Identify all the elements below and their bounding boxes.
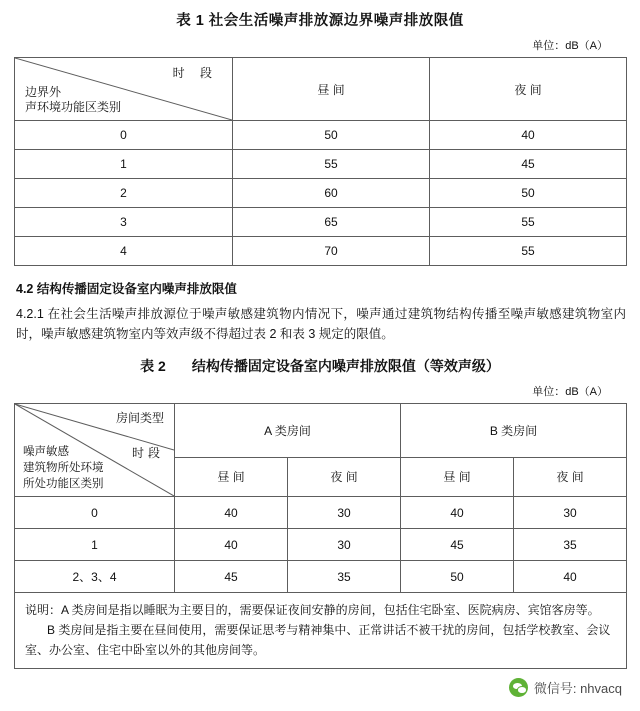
table2-row2-b-day: 50 [401, 561, 514, 593]
table2-unit: 单位：dB（A） [532, 386, 608, 398]
table-row [15, 237, 627, 266]
table2-note-cell [15, 593, 627, 669]
table1-header-row [15, 58, 627, 121]
table2-row1-a-day: 40 [175, 529, 288, 561]
table-row [15, 150, 627, 179]
table2-row1-b-night: 35 [514, 529, 627, 561]
section-heading: 4.2 结构传播固定设备室内噪声排放限值 [16, 282, 237, 296]
table2-subheader-b-day: 昼 间 [401, 457, 514, 496]
table1-corner-top-label: 时 段 [172, 66, 218, 80]
table2-title [14, 356, 626, 376]
table1-corner-cell [15, 58, 233, 121]
table2-corner-mid-label: 时段 [131, 446, 164, 460]
table2-group-header-row [15, 404, 627, 458]
table2-row0-a-night: 30 [288, 497, 401, 529]
table2-row1-b-day: 45 [401, 529, 514, 561]
table2-row1-a-night: 30 [288, 529, 401, 561]
table1-title: 表 1 社会生活噪声排放源边界噪声排放限值 [176, 13, 464, 29]
table2-corner-top-label: 房间类型 [115, 411, 164, 425]
table-1 [14, 57, 627, 266]
wechat-label: 微信号: nhvacq [533, 681, 622, 696]
table2-row0-a-day: 40 [175, 497, 288, 529]
table2-note-line2: B 类房间是指主要在昼间使用，需要保证思考与精神集中、正常讲话不被干扰的房间，包括学校教室、会议室、办公室、住宅中卧室以外的其他房间等。 [25, 623, 611, 657]
table1-row2-day: 60 [233, 179, 430, 208]
table1-unit: 单位：dB（A） [532, 40, 608, 52]
table1-row1-night: 45 [430, 150, 627, 179]
table1-row3-night: 55 [430, 208, 627, 237]
table-row [15, 179, 627, 208]
table1-corner-bottom-line1: 边界外 [25, 85, 62, 99]
table2-row2-a-night: 35 [288, 561, 401, 593]
document-page [0, 9, 640, 711]
table1-row3-day: 65 [233, 208, 430, 237]
table1-header-day: 昼 间 [233, 58, 430, 121]
table2-group-header-b: B 类房间 [401, 404, 627, 458]
table1-row0-day: 50 [233, 121, 430, 150]
page-footer [0, 671, 640, 705]
table2-title-text: 结构传播固定设备室内噪声排放限值（等效声级） [191, 358, 500, 374]
table2-corner-bottom-line3: 所处功能区类别 [23, 478, 104, 490]
table2-row0-b-night: 30 [514, 497, 627, 529]
table2-corner-bottom-line1: 噪声敏感 [23, 446, 69, 458]
table-row [15, 561, 627, 593]
wechat-account [509, 678, 622, 697]
table1-row3-category: 3 [15, 208, 233, 237]
table1-row1-category: 1 [15, 150, 233, 179]
table2-subheader-a-day: 昼 间 [175, 457, 288, 496]
table2-group-header-a: A 类房间 [175, 404, 401, 458]
table1-row0-night: 40 [430, 121, 627, 150]
table-row [15, 121, 627, 150]
table2-row0-category: 0 [15, 497, 175, 529]
table-2 [14, 403, 627, 669]
table-row [15, 208, 627, 237]
table1-row0-category: 0 [15, 121, 233, 150]
table2-title-number: 表 2 [140, 358, 166, 374]
table2-subheader-b-night: 夜 间 [514, 457, 627, 496]
wechat-icon [509, 678, 528, 697]
table1-row2-night: 50 [430, 179, 627, 208]
table1-corner-bottom-label [25, 85, 121, 115]
table2-subheader-a-night: 夜 间 [288, 457, 401, 496]
table1-corner-bottom-line2: 声环境功能区类别 [25, 100, 122, 114]
table2-corner-bottom-label [23, 444, 104, 492]
table1-row2-category: 2 [15, 179, 233, 208]
table2-corner-bottom-line2: 建筑物所处环境 [23, 462, 104, 474]
table1-header-night: 夜 间 [430, 58, 627, 121]
section-paragraph: 4.2.1 在社会生活噪声排放源位于噪声敏感建筑物内情况下，噪声通过建筑物结构传播至噪声敏感建筑物室内时，噪声敏感建筑物室内等效声级不得超过表 2 和表 3 规定的限值。 [16, 307, 626, 341]
table-row [15, 529, 627, 561]
table1-row4-night: 55 [430, 237, 627, 266]
table1-row1-day: 55 [233, 150, 430, 179]
table1-row4-day: 70 [233, 237, 430, 266]
table-row [15, 497, 627, 529]
table2-row0-b-day: 40 [401, 497, 514, 529]
table2-row2-category: 2、3、4 [15, 561, 175, 593]
table1-row4-category: 4 [15, 237, 233, 266]
table2-row1-category: 1 [15, 529, 175, 561]
table2-note-line1: 说明：A 类房间是指以睡眠为主要目的，需要保证夜间安静的房间，包括住宅卧室、医院病房、宾馆客房等。 [25, 603, 600, 617]
table2-row2-b-night: 40 [514, 561, 627, 593]
table2-note-row [15, 593, 627, 669]
table2-row2-a-day: 45 [175, 561, 288, 593]
table2-corner-cell [15, 404, 175, 497]
